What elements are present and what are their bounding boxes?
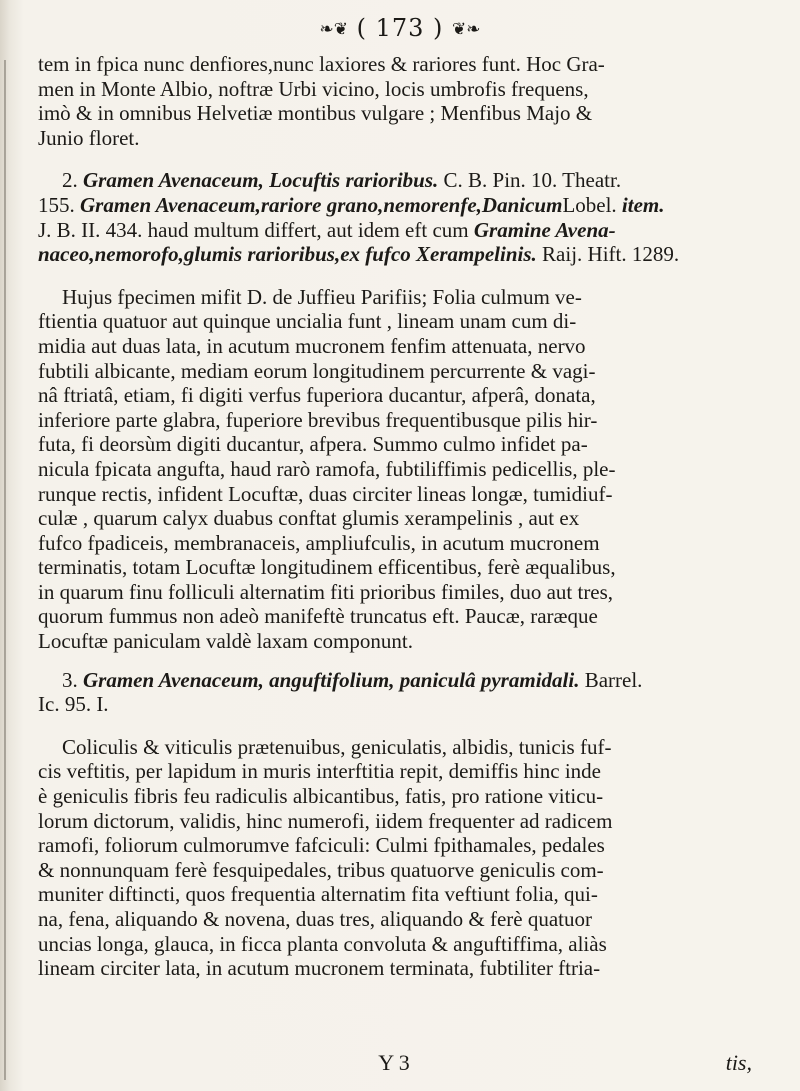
text-line: quorum fummus non adeò manifeftè truncatus eft. Paucæ, raræque [38, 604, 598, 629]
synonym-italic: naceo,nemorofo,glumis rarioribus,ex fufco Xerampelinis. [38, 242, 537, 267]
citation-plain: Raij. Hift. 1289. [542, 242, 680, 267]
text-line: culæ , quarum calyx duabus conftat glumis xerampelinis , aut ex [38, 506, 580, 531]
entry-title: Gramen Avenaceum, Locuftis rarioribus. [83, 168, 439, 193]
text-line: cis veftitis, per lapidum in muris interftitia repit, demiffis hinc inde [38, 759, 601, 784]
page-number: ( 173 ) [356, 14, 444, 42]
text-line: imò & in omnibus Helvetiæ montibus vulgare ; Menfibus Majo & [38, 101, 593, 126]
text-line [38, 242, 780, 267]
entry-citation: C. B. Pin. 10. Theatr. [438, 168, 622, 193]
citation-item: item. [621, 192, 665, 217]
text-line: nâ ftriatâ, etiam, fi digiti verfus fuperiora ducantur, afperâ, donata, [38, 383, 596, 408]
paragraph-continuation [38, 52, 780, 150]
citation-number: 155. [38, 192, 75, 217]
text-line: fufco fpadiceis, membranaceis, ampliufculis, in acutum mucronem [38, 530, 600, 555]
text-line: inferiore parte glabra, fuperiore brevibus frequentibusque pilis hir- [38, 407, 598, 432]
synonym-italic: Gramine Avena- [473, 217, 616, 242]
synonym-italic: Gramen Avenaceum,rariore grano,nemorenfe,Danicum [80, 192, 563, 217]
species-entry-2 [38, 168, 780, 266]
text-line: muniter diftincti, quos frequentia alternatim fita veftiunt folia, qui- [38, 882, 598, 907]
text-line [38, 193, 780, 218]
entry-number: 2. [62, 168, 78, 193]
species-entry-3 [38, 668, 780, 717]
text-line: in quarum finu folliculi alternatim fiti prioribus fimiles, duo aut tres, [38, 579, 614, 604]
text-line: lorum dictorum, validis, hinc numerofi, iidem frequenter ad radicem [38, 808, 613, 833]
page-footer [0, 1050, 800, 1076]
text-line: Ic. 95. I. [38, 692, 109, 717]
text-line: ramofi, foliorum culmorumve fafciculi: Culmi fpithamales, pedales [38, 833, 605, 858]
entry-title: Gramen Avenaceum, anguftifolium, paniculâ pyramidali. [83, 667, 580, 692]
text-line: men in Monte Albio, noftræ Urbi vicino, locis umbrofis frequens, [38, 76, 589, 101]
text-line: Locuftæ paniculam valdè laxam componunt. [38, 629, 413, 654]
page-body [38, 52, 780, 981]
text-line: fubtili albicante, mediam eorum longitudinem percurrente & vagi- [38, 358, 596, 383]
text-line: Coliculis & viticulis prætenuibus, geniculatis, albidis, tunicis fuf- [62, 734, 612, 759]
entry-citation: Barrel. [579, 667, 643, 692]
text-line: è geniculis fibris feu radiculis albicantibus, fatis, pro ratione viticu- [38, 784, 604, 809]
ornament-right: ❦❧ [452, 19, 481, 40]
text-line: ftientia quatuor aut quinque uncialia funt , lineam unam cum di- [38, 309, 577, 334]
page-edge-shadow [4, 60, 12, 1080]
text-line: Hujus fpecimen mifit D. de Juffieu Parifiis; Folia culmum ve- [62, 284, 582, 309]
signature-mark: Y 3 [378, 1050, 410, 1075]
text-line: lineam circiter lata, in acutum mucronem terminata, fubtiliter ftria- [38, 956, 601, 981]
text-line: & nonnunquam ferè fesquipedales, tribus quatuorve geniculis com- [38, 857, 604, 882]
text-line: na, fena, aliquando & novena, duas tres, aliquando & ferè quatuor [38, 907, 592, 931]
text-line: Junio floret. [38, 125, 140, 150]
text-line: runque rectis, infident Locuftæ, duas circiter lineas longæ, tumidiuf- [38, 481, 613, 506]
text-line: midia aut duas lata, in acutum mucronem fenfim attenuata, nervo [38, 333, 586, 358]
text-line: futa, fi deorsùm digiti ducantur, afpera. Summo culmo infidet pa- [38, 432, 588, 457]
entry-number: 3. [62, 667, 78, 692]
citation-plain: J. B. II. 434. haud multum differt, aut idem eft cum [38, 217, 469, 242]
entry-heading [38, 668, 780, 693]
text-line: nicula fpicata angufta, haud rarò ramofa, fubtiliffimis pedicellis, ple- [38, 456, 616, 481]
text-line: terminatis, totam Locuftæ longitudinem efficentibus, ferè æqualibus, [38, 555, 616, 580]
page-header [0, 14, 800, 42]
text-line: tem in fpica nunc denfiores,nunc laxiores & rariores funt. Hoc Gra- [38, 52, 605, 76]
description-paragraph [38, 735, 780, 981]
entry-heading [38, 168, 780, 193]
text-line: uncias longa, glauca, in ficca planta convoluta & anguftiffima, aliàs [38, 931, 607, 956]
description-paragraph [38, 285, 780, 654]
text-line [38, 218, 780, 243]
citation-author: Lobel. [562, 192, 617, 217]
ornament-left: ❧❦ [319, 19, 348, 40]
catchword: tis, [725, 1050, 752, 1075]
